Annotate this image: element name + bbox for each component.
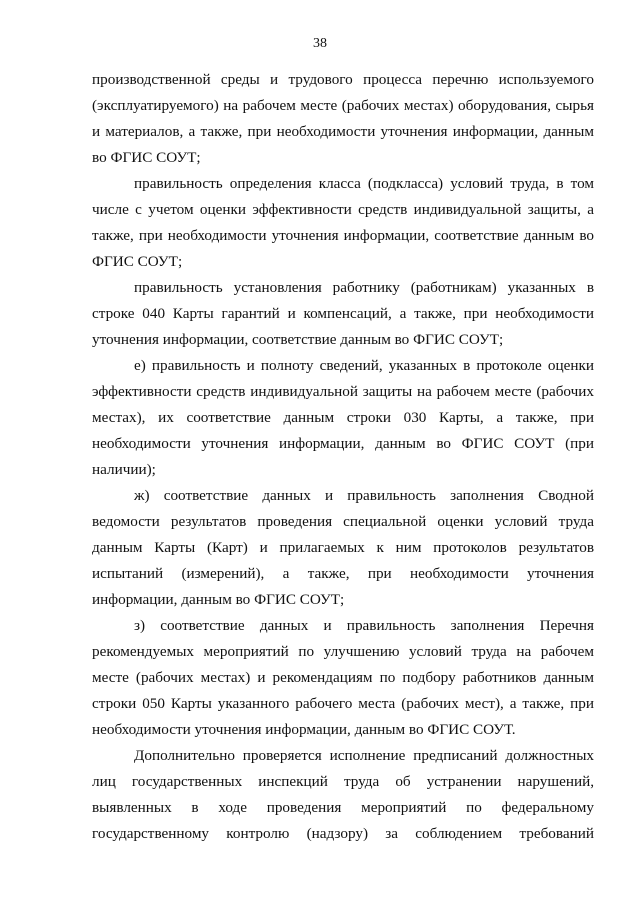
paragraph-guarantees: правильность установления работнику (работникам) указанных в строке 040 Карты гарантий и компенсаций, а также, при необходимости уточнения информации, соответствие данным во ФГИС СОУТ; xyxy=(92,279,594,348)
paragraph-class-determination: правильность определения класса (подкласса) условий труда, в том числе с учетом оценки эффективности средств индивидуальной защиты, а также, при необходимости уточнения информации, соответствие данным во ФГИС СОУТ; xyxy=(92,175,594,270)
page-number: 38 xyxy=(313,36,327,51)
paragraph-item-z: з) соответствие данных и правильность заполнения Перечня рекомендуемых мероприятий по улучшению условий труда на рабочем месте (рабочих местах) и рекомендациям по подбору работников данным строки 050 Карты указанного рабочего места (рабочих мест), а также, при необходимости уточнения информации, данным во ФГИС СОУТ. xyxy=(92,617,594,738)
paragraph-item-e: е) правильность и полноту сведений, указанных в протоколе оценки эффективности средств индивидуальной защиты на рабочем месте (рабочих местах), их соответствие данным строки 030 Карты, а также, при необходимости уточнения информации, данным во ФГИС СОУТ (при наличии); xyxy=(92,357,594,478)
body-text xyxy=(92,67,594,847)
paragraph-additional-check: Дополнительно проверяется исполнение предписаний должностных лиц государственных инспекций труда об устранении нарушений, выявленных в ходе проведения мероприятий по федеральному государственному контролю (надзору) за соблюдением требований xyxy=(92,747,594,842)
paragraph-continuation: производственной среды и трудового процесса перечню используемого (эксплуатируемого) на рабочем месте (рабочих местах) оборудования, сырья и материалов, а также, при необходимости уточнения информации, данным во ФГИС СОУТ; xyxy=(92,71,594,166)
paragraph-item-zh: ж) соответствие данных и правильность заполнения Сводной ведомости результатов проведения специальной оценки условий труда данным Карты (Карт) и прилагаемых к ним протоколов результатов испытаний (измерений), а также, при необходимости уточнения информации, данным во ФГИС СОУТ; xyxy=(92,487,594,608)
